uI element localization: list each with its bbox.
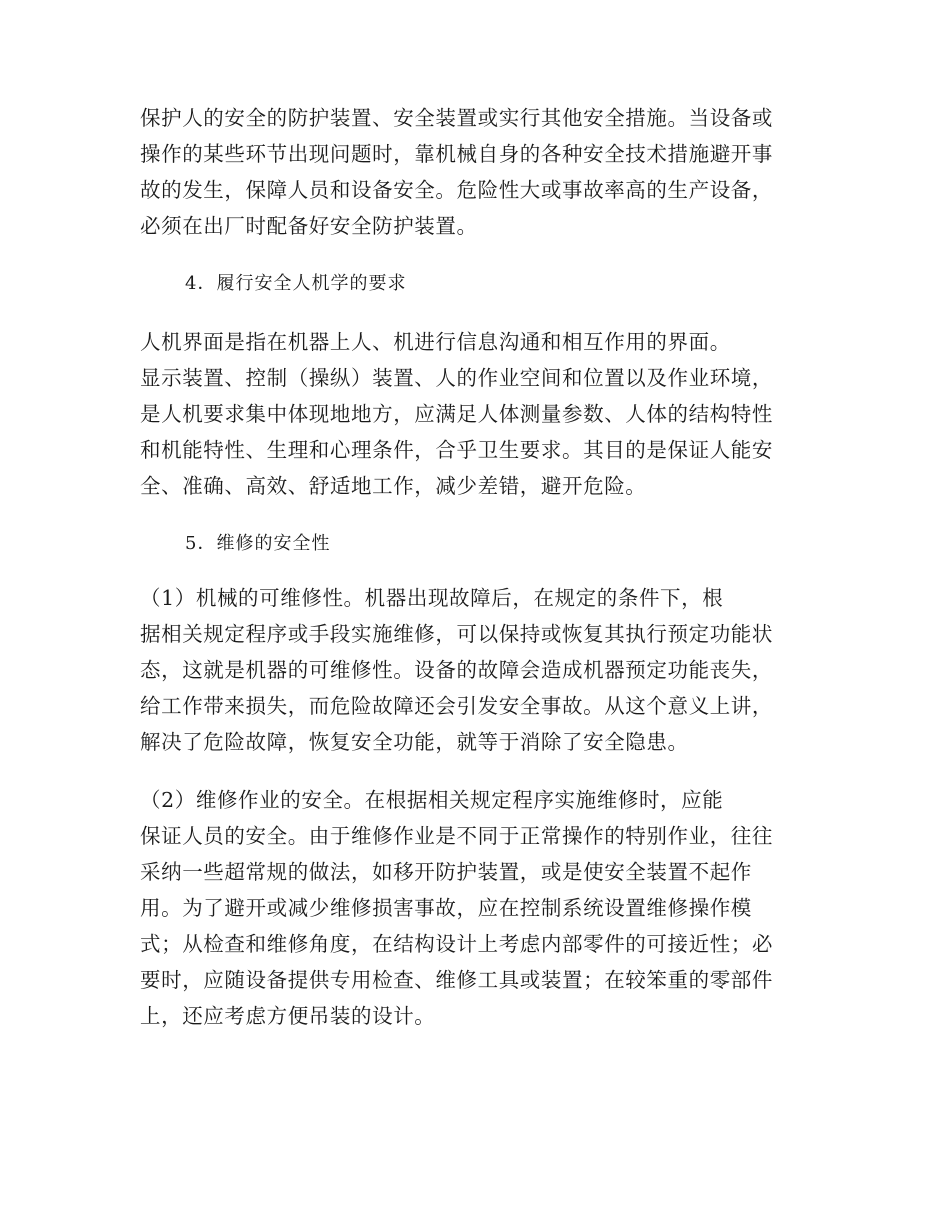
paragraph-line: （2）维修作业的安全。在根据相关规定程序实施维修时，应能: [140, 788, 724, 812]
paragraph-line: 必须在出厂时配备好安全防护装置。: [140, 214, 478, 238]
paragraph-line: 给工作带来损失，而危险故障还会引发安全事故。从这个意义上讲，: [140, 694, 773, 718]
paragraph-line: 全、准确、高效、舒适地工作，减少差错，避开危险。: [140, 474, 647, 498]
paragraph-line: 要时，应随设备提供专用检查、维修工具或装置；在较笨重的零部件: [140, 968, 773, 992]
section-heading: 5．维修的安全性: [185, 533, 331, 554]
paragraph-line: 态，这就是机器的可维修性。设备的故障会造成机器预定功能丧失，: [140, 658, 773, 682]
paragraph-line: 采纳一些超常规的做法，如移开防护装置，或是使安全装置不起作: [140, 860, 752, 884]
paragraph-line: 用。为了避开或减少维修损害事故，应在控制系统设置维修操作模: [140, 896, 752, 920]
paragraph-line: 显示装置、控制（操纵）装置、人的作业空间和位置以及作业环境，: [140, 366, 773, 390]
paragraph-line: 上，还应考虑方便吊装的设计。: [140, 1004, 436, 1028]
section-heading: 4．履行安全人机学的要求: [185, 273, 407, 294]
paragraph-line: 操作的某些环节出现问题时，靠机械自身的各种安全技术措施避开事: [140, 142, 773, 166]
paragraph-line: （1）机械的可维修性。机器出现故障后，在规定的条件下，根: [140, 586, 724, 610]
paragraph-line: 人机界面是指在机器上人、机进行信息沟通和相互作用的界面。: [140, 330, 731, 354]
paragraph-line: 故的发生，保障人员和设备安全。危险性大或事故率高的生产设备，: [140, 178, 773, 202]
paragraph-line: 据相关规定程序或手段实施维修，可以保持或恢复其执行预定功能状: [140, 622, 773, 646]
paragraph-line: 保证人员的安全。由于维修作业是不同于正常操作的特别作业，往往: [140, 824, 773, 848]
paragraph-line: 是人机要求集中体现地地方，应满足人体测量参数、人体的结构特性: [140, 402, 773, 426]
paragraph-line: 式；从检查和维修角度，在结构设计上考虑内部零件的可接近性；必: [140, 932, 773, 956]
paragraph-line: 保护人的安全的防护装置、安全装置或实行其他安全措施。当设备或: [140, 106, 773, 130]
paragraph-line: 和机能特性、生理和心理条件，合乎卫生要求。其目的是保证人能安: [140, 438, 773, 462]
paragraph-line: 解决了危险故障，恢复安全功能，就等于消除了安全隐患。: [140, 730, 689, 754]
